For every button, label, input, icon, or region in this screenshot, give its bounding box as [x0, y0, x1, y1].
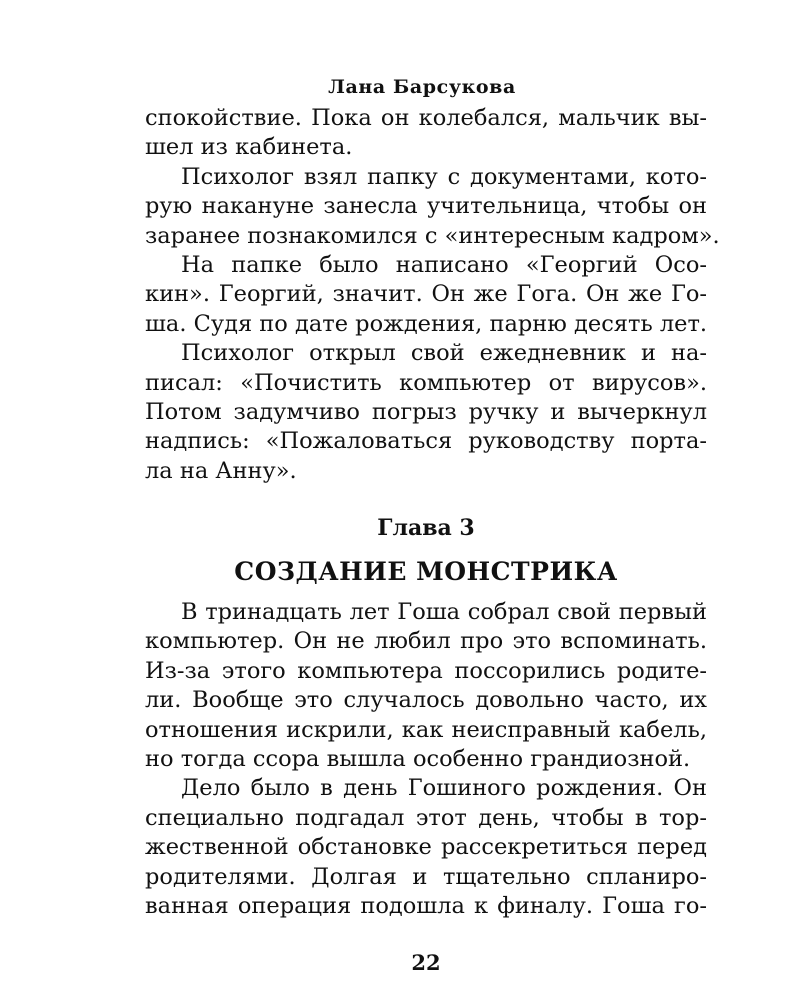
text-block-chapter-body	[145, 598, 707, 921]
text-line: ванная операция подошла к финалу. Гоша го-	[145, 892, 707, 919]
text-line: но тогда ссора вышла особенно грандиозной.	[145, 746, 691, 773]
text-line: ли. Вообще это случалось довольно часто, их	[145, 687, 707, 714]
text-line: Психолог открыл свой ежедневник и на-	[181, 340, 707, 367]
text-line: родителями. Долгая и тщательно спланиро-	[145, 863, 707, 890]
text-line: Из-за этого компьютера поссорились родите-	[145, 657, 707, 684]
text-line: надпись: «Пожаловаться руководству порта-	[145, 428, 707, 455]
text-line: специально подгадал этот день, чтобы в тор-	[145, 804, 707, 831]
chapter-number: Глава 3	[377, 515, 475, 542]
text-block-before-chapter	[145, 104, 720, 486]
text-line: В тринадцать лет Гоша собрал свой первый	[181, 599, 707, 626]
running-head: Лана Барсукова	[328, 76, 516, 98]
book-page	[145, 70, 720, 975]
text-line: спокойствие. Пока он колебался, мальчик вы-	[145, 105, 707, 131]
text-line: жественной обстановке рассекретиться перед	[145, 834, 707, 861]
page-number: 22	[411, 950, 441, 975]
text-line: Психолог взял папку с документами, кото-	[181, 163, 707, 190]
text-line: писал: «Почистить компьютер от вирусов».	[145, 369, 707, 396]
text-line: кин». Георгий, значит. Он же Гога. Он же Го-	[145, 281, 707, 308]
chapter-title: СОЗДАНИЕ МОНСТРИКА	[234, 557, 618, 587]
text-line: шел из кабинета.	[145, 134, 353, 161]
text-line: отношения искрили, как неисправный кабель,	[145, 716, 707, 743]
text-line: компьютер. Он не любил про это вспоминать.	[145, 628, 707, 655]
text-line: ша. Судя по дате рождения, парню десять лет.	[145, 310, 708, 337]
text-line: рую накануне занесла учительница, чтобы он	[145, 193, 707, 220]
text-line: Потом задумчиво погрыз ручку и вычеркнул	[145, 398, 707, 425]
text-line: ла на Анну».	[145, 457, 297, 484]
text-line: заранее познакомился с «интересным кадром».	[145, 222, 720, 249]
text-line: Дело было в день Гошиного рождения. Он	[181, 775, 707, 802]
text-line: На папке было написано «Георгий Осо-	[181, 251, 707, 278]
